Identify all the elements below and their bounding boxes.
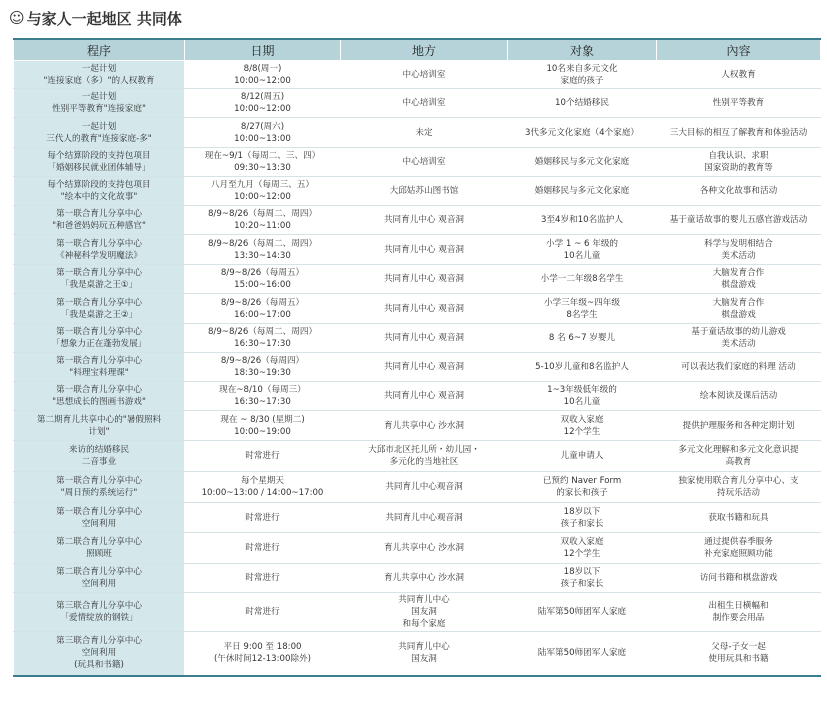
place-cell: 大邱姑苏山图书馆 [341, 177, 508, 206]
program-cell: 第一联合育儿分享中心 「想象力正在蓬勃发展」 [14, 324, 185, 353]
place-cell: 中心培训室 [341, 148, 508, 177]
program-cell: 一起计划 "连接家庭（多）"的人权教育 [14, 61, 185, 89]
program-cell: 第一联合育儿分享中心 「我是桌游之王①」 [14, 265, 185, 294]
schedule-table [13, 38, 821, 677]
target-cell: 小学三年级~四年级 8名学生 [508, 294, 657, 324]
place-cell: 中心培训室 [341, 89, 508, 118]
program-cell: 第一联合育儿分享中心 "思想成长的图画书游戏" [14, 382, 185, 411]
table-row [14, 294, 821, 324]
table-row [14, 206, 821, 235]
place-cell: 未定 [341, 118, 508, 148]
target-cell: 3至4岁和10名监护人 [508, 206, 657, 235]
program-cell: 第三联合育儿分享中心 空间利用 (玩具和书籍) [14, 632, 185, 676]
smiley-icon: ☺ [9, 9, 25, 27]
date-cell: 时常进行 [185, 441, 341, 472]
table-row [14, 632, 821, 676]
page-title-text: 与家人一起地区 共同体 [26, 9, 182, 28]
content-cell: 三大目标的相互了解教育和体验活动 [657, 118, 821, 148]
place-cell: 大邱市北区托儿所・幼儿园・ 多元化的当地社区 [341, 441, 508, 472]
program-cell: 第二期育儿共享中心的"暑假照料 计划" [14, 411, 185, 441]
table-row [14, 472, 821, 503]
content-cell: 绘本阅读及课后活动 [657, 382, 821, 411]
program-cell: 第二联合育儿分享中心 照顾班 [14, 533, 185, 564]
date-cell: 时常进行 [185, 503, 341, 533]
target-cell: 5-10岁儿童和8名监护人 [508, 353, 657, 382]
target-cell: 10个结婚移民 [508, 89, 657, 118]
program-cell: 每个结算阶段的支持包项目 "绘本中的文化故事" [14, 177, 185, 206]
target-cell: 已预约 Naver Form 的家长和孩子 [508, 472, 657, 503]
program-cell: 第一联合育儿分享中心 "和爸爸妈妈玩五种感官" [14, 206, 185, 235]
place-cell: 共同育儿中心观音洞 [341, 503, 508, 533]
program-cell: 第一联合育儿分享中心 "周日预约系统运行" [14, 472, 185, 503]
table-row [14, 593, 821, 632]
place-cell: 共同育儿中心 观音洞 [341, 235, 508, 265]
place-cell: 育儿共享中心 沙水洞 [341, 564, 508, 593]
date-cell: 时常进行 [185, 564, 341, 593]
program-cell: 一起计划 三代人的教育"连接家庭-多" [14, 118, 185, 148]
table-row [14, 235, 821, 265]
table-header-row [14, 39, 821, 61]
place-cell: 共同育儿中心 观音洞 [341, 353, 508, 382]
place-cell: 共同育儿中心 国友洞 [341, 632, 508, 676]
content-cell: 获取书籍和玩具 [657, 503, 821, 533]
date-cell: 8/12(周五) 10:00~12:00 [185, 89, 341, 118]
header-date: 日期 [185, 39, 341, 61]
content-cell: 出租生日横幅和 制作要会用品 [657, 593, 821, 632]
content-cell: 人权教育 [657, 61, 821, 89]
date-cell: 现在~9/1（每周二、三、四） 09:30~13:30 [185, 148, 341, 177]
content-cell: 各种文化故事和活动 [657, 177, 821, 206]
target-cell: 儿童申请人 [508, 441, 657, 472]
place-cell: 共同育儿中心 观音洞 [341, 265, 508, 294]
target-cell: 10名来自多元文化 家庭的孩子 [508, 61, 657, 89]
header-content: 內容 [657, 39, 821, 61]
table-row [14, 177, 821, 206]
date-cell: 8/27(周六) 10:00~13:00 [185, 118, 341, 148]
content-cell: 大脑发育合作 棋盘游戏 [657, 265, 821, 294]
program-cell: 第一联合育儿分享中心 空间利用 [14, 503, 185, 533]
header-program: 程序 [14, 39, 185, 61]
table-body [14, 61, 821, 676]
target-cell: 3代多元文化家庭（4个家庭） [508, 118, 657, 148]
content-cell: 多元文化理解和多元文化意识提 高教育 [657, 441, 821, 472]
target-cell: 8 名 6~7 岁婴儿 [508, 324, 657, 353]
place-cell: 共同育儿中心 观音洞 [341, 206, 508, 235]
table-row [14, 89, 821, 118]
date-cell: 八月至九月（每周三、五） 10:00~12:00 [185, 177, 341, 206]
header-place: 地方 [341, 39, 508, 61]
target-cell: 18岁以下 孩子和家长 [508, 564, 657, 593]
date-cell: 时常进行 [185, 533, 341, 564]
content-cell: 大脑发育合作 棋盘游戏 [657, 294, 821, 324]
table-row [14, 265, 821, 294]
target-cell: 1~3年级低年级的 10名儿童 [508, 382, 657, 411]
target-cell: 婚姻移民与多元文化家庭 [508, 177, 657, 206]
program-cell: 第一联合育儿分享中心 《神秘科学发明魔法》 [14, 235, 185, 265]
content-cell: 性别平等教育 [657, 89, 821, 118]
table-row [14, 382, 821, 411]
table-row [14, 61, 821, 89]
content-cell: 基于童话故事的婴儿五感官游戏活动 [657, 206, 821, 235]
content-cell: 独家使用联合育儿分享中心、支 持玩乐活动 [657, 472, 821, 503]
program-cell: 每个结算阶段的支持包项目 「婚姻移民就业团体辅导」 [14, 148, 185, 177]
target-cell: 双收入家庭 12个学生 [508, 533, 657, 564]
program-cell: 来访的结婚移民 二音事业 [14, 441, 185, 472]
place-cell: 中心培训室 [341, 61, 508, 89]
content-cell: 基于童话故事的幼儿游戏 美术活动 [657, 324, 821, 353]
place-cell: 共同育儿中心 观音洞 [341, 294, 508, 324]
date-cell: 平日 9:00 至 18:00 (午休时间12-13:00除外) [185, 632, 341, 676]
target-cell: 陆军第50师团军人家庭 [508, 632, 657, 676]
date-cell: 8/9~8/26（每周五） 15:00~16:00 [185, 265, 341, 294]
table-row [14, 564, 821, 593]
program-cell: 第一联合育儿分享中心 "料理宝料理课" [14, 353, 185, 382]
place-cell: 共同育儿中心 观音洞 [341, 324, 508, 353]
table-row [14, 533, 821, 564]
content-cell: 自我认识、求职 国家资助的教育等 [657, 148, 821, 177]
target-cell: 双收入家庭 12个学生 [508, 411, 657, 441]
place-cell: 共同育儿中心观音洞 [341, 472, 508, 503]
date-cell: 8/9~8/26（每周二、周四） 16:30~17:30 [185, 324, 341, 353]
content-cell: 通过提供春季服务 补充家庭照顾功能 [657, 533, 821, 564]
table-row [14, 118, 821, 148]
table-row [14, 353, 821, 382]
content-cell: 科学与发明相结合 美术活动 [657, 235, 821, 265]
table-row [14, 441, 821, 472]
page-title [9, 7, 182, 29]
table-row [14, 148, 821, 177]
program-cell: 一起计划 性别平等教育"连接家庭" [14, 89, 185, 118]
content-cell: 访问书籍和棋盘游戏 [657, 564, 821, 593]
date-cell: 8/9~8/26（每周五） 16:00~17:00 [185, 294, 341, 324]
date-cell: 8/9~8/26（每周四） 18:30~19:30 [185, 353, 341, 382]
place-cell: 育儿共享中心 沙水洞 [341, 411, 508, 441]
table-row [14, 503, 821, 533]
date-cell: 8/9~8/26（每周二、周四） 10:20~11:00 [185, 206, 341, 235]
target-cell: 18岁以下 孩子和家长 [508, 503, 657, 533]
date-cell: 8/9~8/26（每周二、周四） 13:30~14:30 [185, 235, 341, 265]
program-cell: 第一联合育儿分享中心 「我是桌游之王②」 [14, 294, 185, 324]
program-cell: 第二联合育儿分享中心 空间利用 [14, 564, 185, 593]
content-cell: 提供护理服务和各种定期计划 [657, 411, 821, 441]
place-cell: 共同育儿中心 国友洞 和每个家庭 [341, 593, 508, 632]
place-cell: 共同育儿中心 观音洞 [341, 382, 508, 411]
date-cell: 8/8(周一) 10:00~12:00 [185, 61, 341, 89]
place-cell: 育儿共享中心 沙水洞 [341, 533, 508, 564]
target-cell: 婚姻移民与多元文化家庭 [508, 148, 657, 177]
program-cell: 第三联合育儿分享中心 「爱情绽放的钢铁」 [14, 593, 185, 632]
content-cell: 可以表达我们家庭的料理 活动 [657, 353, 821, 382]
header-target: 对象 [508, 39, 657, 61]
target-cell: 小学一二年级8名学生 [508, 265, 657, 294]
date-cell: 时常进行 [185, 593, 341, 632]
date-cell: 每个星期天 10:00~13:00 / 14:00~17:00 [185, 472, 341, 503]
table-row [14, 411, 821, 441]
date-cell: 现在 ~ 8/30 (星期二) 10:00~19:00 [185, 411, 341, 441]
date-cell: 现在~8/10（每周三） 16:30~17:30 [185, 382, 341, 411]
target-cell: 陆军第50师团军人家庭 [508, 593, 657, 632]
content-cell: 父母-子女一起 使用玩具和书籍 [657, 632, 821, 676]
target-cell: 小学 1 ~ 6 年级的 10名儿童 [508, 235, 657, 265]
table-row [14, 324, 821, 353]
